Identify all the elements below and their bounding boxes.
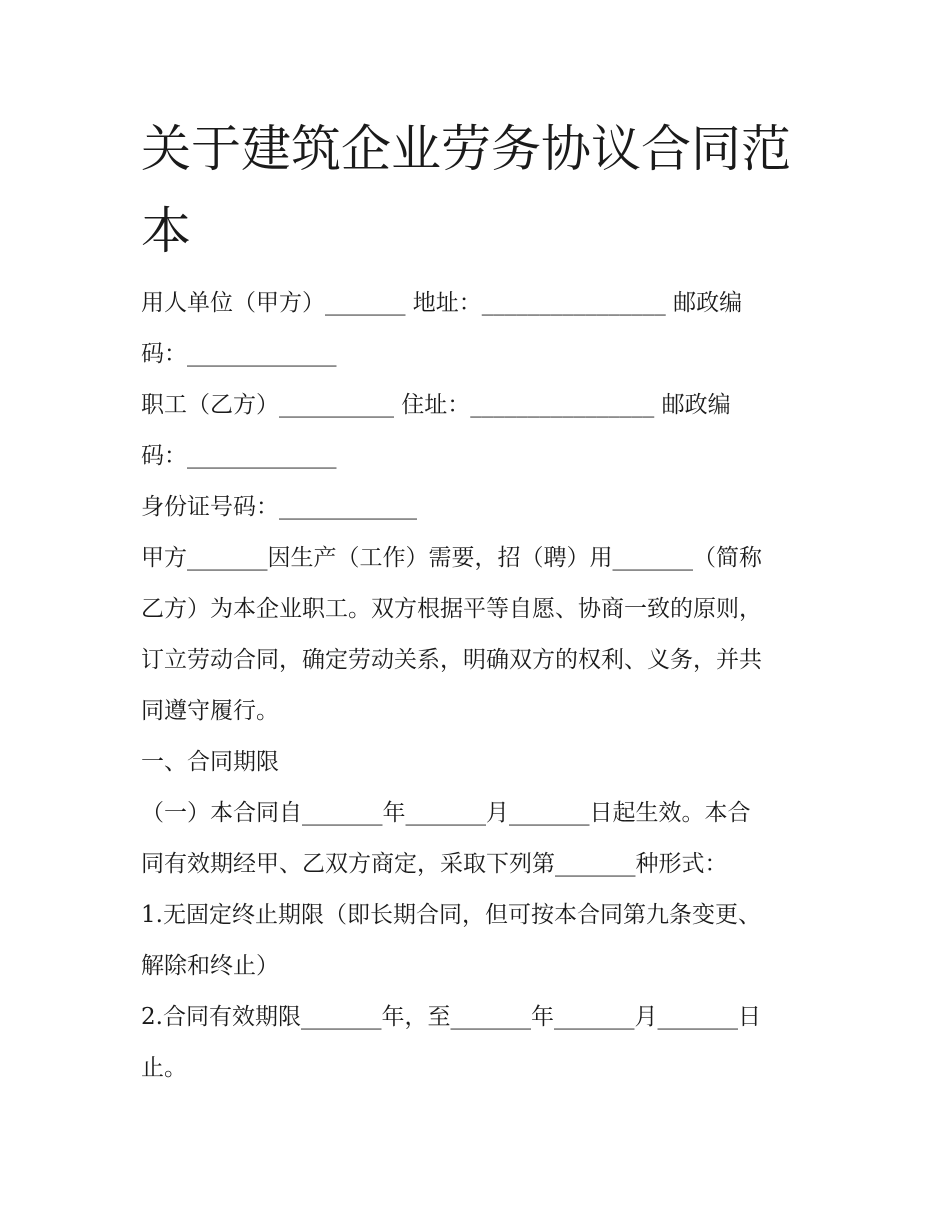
text-line: 订立劳动合同，确定劳动关系，明确双方的权利、义务，并共	[141, 647, 762, 673]
text-line: 2.合同有效期限_______年，至_______年_______月_______日	[141, 1004, 761, 1030]
text-line: 甲方_______因生产（工作）需要，招（聘）用_______（简称	[141, 545, 762, 571]
text-line: 乙方）为本企业职工。双方根据平等自愿、协商一致的原则，	[141, 596, 762, 622]
text-line: 职工（乙方）__________ 住址：________________ 邮政编	[141, 392, 731, 418]
text-line: 码：_____________	[141, 443, 337, 469]
text-line: 用人单位（甲方）_______ 地址：________________ 邮政编	[141, 290, 743, 316]
text-line: 身份证号码：____________	[141, 494, 417, 520]
document-body	[141, 278, 831, 1094]
document-title: 关于建筑企业劳务协议合同范本	[141, 120, 791, 260]
text-line: 止。	[141, 1055, 187, 1081]
section-heading: 一、合同期限	[141, 749, 279, 775]
text-line: 同遵守履行。	[141, 698, 279, 724]
text-line: 同有效期经甲、乙双方商定，采取下列第_______种形式：	[141, 851, 728, 877]
text-line: （一）本合同自_______年_______月_______日起生效。本合	[141, 800, 751, 826]
document-page	[141, 108, 831, 1094]
text-line: 解除和终止）	[141, 953, 279, 979]
text-line: 码：_____________	[141, 341, 337, 367]
text-line: 1.无固定终止期限（即长期合同，但可按本合同第九条变更、	[141, 902, 761, 928]
